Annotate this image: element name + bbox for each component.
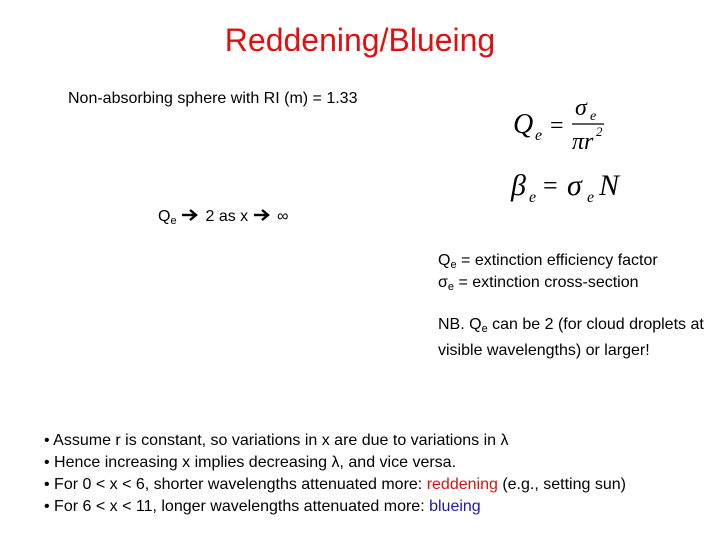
qe-numerator-sub: e — [590, 109, 597, 124]
beta-lhs-sub: e — [529, 189, 537, 206]
beta-equals: = — [543, 171, 558, 200]
blueing-highlight: blueing — [429, 498, 481, 515]
qe-numerator: σ — [575, 95, 587, 121]
bullet-item: • For 6 < x < 11, longer wavelengths attenuated more: blueing — [44, 498, 481, 515]
definition-qe: $Q_e$ = extinction efficiency factor — [438, 252, 658, 271]
qe-lhs: Q — [513, 109, 534, 140]
qe-equals: = — [550, 113, 564, 139]
qe-lhs-sub: e — [535, 127, 543, 144]
bullet-list — [44, 430, 626, 518]
beta-rhs-sub: e — [587, 189, 595, 206]
beta-rhs-sigma: σ — [567, 169, 582, 202]
limit-mid: 2 as x — [205, 208, 249, 225]
limit-infinity: ∞ — [277, 208, 289, 225]
limit-q-sub: e — [170, 215, 177, 227]
bullet-item: • Hence increasing x implies decreasing λ, and vice versa. — [44, 454, 457, 471]
reddening-highlight: reddening — [426, 476, 498, 493]
limit-statement — [158, 208, 288, 227]
bullet-item: • Assume r is constant, so variations in x are due to variations in λ — [44, 432, 509, 449]
definition-sigma-e: $\sigma_e$ = extinction cross-section — [438, 274, 639, 293]
qe-denominator-sup: 2 — [596, 124, 603, 139]
limit-q: Q — [158, 208, 171, 225]
beta-rhs-n: N — [599, 169, 620, 202]
beta-lhs: β — [511, 169, 526, 202]
slide-title: Reddening/Blueing — [224, 22, 496, 58]
note: NB. $Q_e$ can be 2 (for cloud droplets at visible wavelengths) or larger! — [438, 316, 704, 359]
arrow-right-icon — [181, 208, 201, 222]
qe-denominator: πr — [572, 129, 594, 155]
formulas — [505, 88, 645, 213]
bullet-item: • For 0 < x < 6, shorter wavelengths attenuated more: reddening (e.g., setting sun) — [44, 476, 626, 493]
subtitle: Non-absorbing sphere with RI (m) = 1.33 — [68, 90, 358, 107]
arrow-right-icon — [253, 208, 273, 222]
